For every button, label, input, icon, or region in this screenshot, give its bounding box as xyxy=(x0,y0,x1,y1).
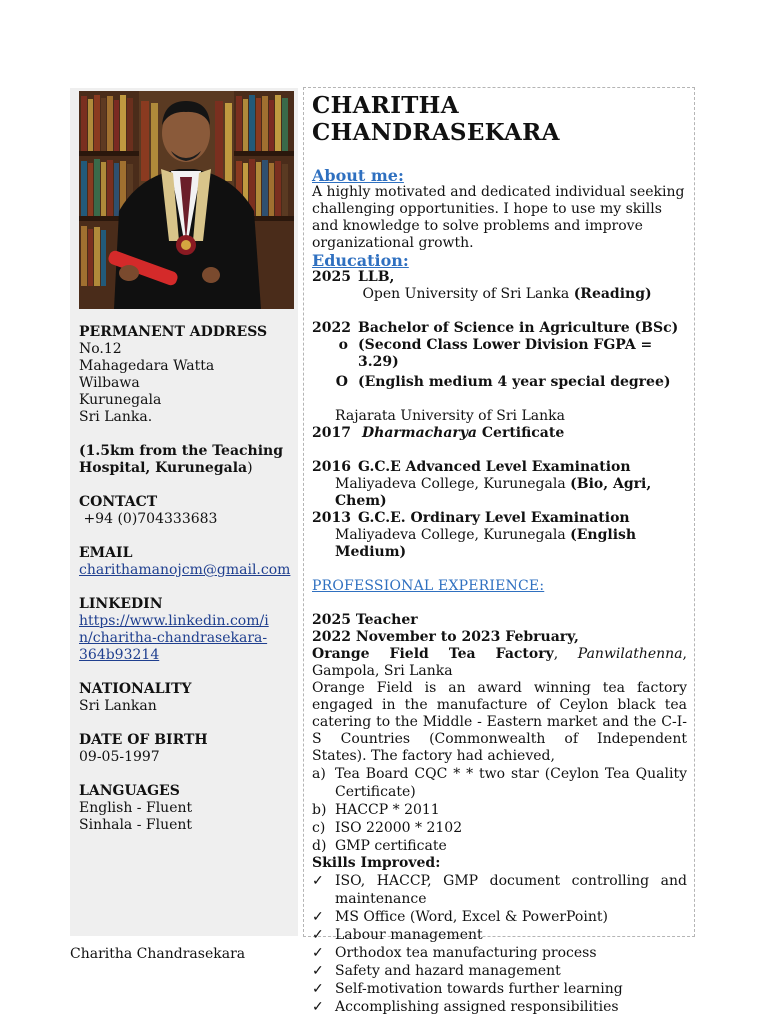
name-line-1: CHARITHA xyxy=(312,92,459,119)
contact-heading: CONTACT xyxy=(79,494,158,510)
education-dharmacharya xyxy=(312,425,687,442)
dharma-title-rest: Certificate xyxy=(477,425,565,441)
skill-item: ✓ Safety and hazard management xyxy=(312,963,561,979)
edu-year: 2022 xyxy=(312,320,351,336)
address-line: Mahagedara Watta xyxy=(79,358,215,374)
achievement-item: a) Tea Board CQC * * two star (Ceylon Tea Quality Certificate) xyxy=(312,766,687,800)
sidebar-content xyxy=(79,324,294,834)
linkedin-heading: LINKEDIN xyxy=(79,596,163,612)
page-footer: Charitha Chandrasekara xyxy=(70,946,246,962)
address-line: No.12 xyxy=(79,341,122,357)
linkedin-link[interactable]: https://www.linkedin.com/in/charitha-chandrasekara-364b93214 xyxy=(79,613,269,663)
skill-item: ✓ MS Office (Word, Excel & PowerPoint) xyxy=(312,909,608,925)
achievement-item: c) ISO 22000 * 2102 xyxy=(312,820,463,836)
nationality-value: Sri Lankan xyxy=(79,698,157,714)
check-icon: ✓ xyxy=(312,927,324,943)
teacher-line: 2025 Teacher xyxy=(312,612,418,628)
dob-heading: DATE OF BIRTH xyxy=(79,732,208,748)
dharma-title-italic: Dharmacharya xyxy=(362,425,478,441)
llb-status: (Reading) xyxy=(573,286,652,302)
about-heading: About me: xyxy=(312,166,404,185)
bsc-institution: Rajarata University of Sri Lanka xyxy=(335,408,565,424)
skills-heading: Skills Improved: xyxy=(312,855,441,871)
edu-year: 2017 xyxy=(312,425,351,441)
skill-item: ✓ Labour management xyxy=(312,927,483,943)
language-item: Sinhala - Fluent xyxy=(79,817,193,833)
profile-photo xyxy=(79,91,294,309)
experience-description: Orange Field is an award winning tea factory engaged in the manufacture of Ceylon black tea catering to the Middle - Eastern market and the C-I-S Countries (Commonwealth of Independent States). The factory had achieved, xyxy=(312,680,687,764)
ol-school-line: Maliyadeva College, Kurunegala (English Medium) xyxy=(335,527,637,560)
address-heading: PERMANENT ADDRESS xyxy=(79,324,268,340)
edu-year: 2016 xyxy=(312,459,351,475)
achievement-item: b) HACCP * 2011 xyxy=(312,802,440,818)
address-note xyxy=(79,443,294,477)
llb-inst: Open University of Sri Lanka xyxy=(358,286,574,302)
ol-title: G.C.E. Ordinary Level Examination xyxy=(358,510,630,526)
address-line: Sri Lanka. xyxy=(79,409,153,425)
bsc-title: Bachelor of Science in Agriculture (BSc) xyxy=(358,320,679,336)
email-link[interactable]: charithamanojcm@gmail.com xyxy=(79,562,291,578)
experience-period: 2022 November to 2023 February, xyxy=(312,629,579,645)
address-line: Kurunegala xyxy=(79,392,162,408)
contact-value: +94 (0)704333683 xyxy=(79,511,218,527)
check-icon: ✓ xyxy=(312,909,324,925)
edu-year: 2013 xyxy=(312,510,351,526)
education-llb xyxy=(312,269,687,303)
languages-heading: LANGUAGES xyxy=(79,783,180,799)
al-title: G.C.E Advanced Level Examination xyxy=(358,459,631,475)
education-ol xyxy=(312,510,687,527)
experience-heading: PROFESSIONAL EXPERIENCE: xyxy=(312,578,545,594)
check-icon: ✓ xyxy=(312,873,324,889)
experience-company-line: Orange Field Tea Factory, Panwilathenna, Gampola, Sri Lanka xyxy=(312,646,687,679)
language-item: English - Fluent xyxy=(79,800,193,816)
address-note-bold: (1.5km from the Teaching Hospital, Kurunegala xyxy=(79,443,283,476)
llb-title: LLB, xyxy=(358,269,395,285)
dob-value: 09-05-1997 xyxy=(79,749,160,765)
bsc-point: o (Second Class Lower Division FGPA = 3.29) xyxy=(338,337,653,370)
email-heading: EMAIL xyxy=(79,545,133,561)
about-text: A highly motivated and dedicated individual seeking challenging opportunities. I hope to use my skills and knowledge to solve problems and improve organizational growth. xyxy=(312,184,685,251)
skill-item: ✓ Accomplishing assigned responsibilities xyxy=(312,999,619,1015)
address-note-tail: ) xyxy=(247,460,253,476)
bsc-point: O (English medium 4 year special degree) xyxy=(335,374,671,390)
main-content xyxy=(312,92,687,1016)
al-school-line: Maliyadeva College, Kurunegala (Bio, Agri, Chem) xyxy=(335,476,652,509)
skill-item: ✓ Orthodox tea manufacturing process xyxy=(312,945,597,961)
edu-year: 2025 xyxy=(312,269,351,285)
name-line-2: CHANDRASEKARA xyxy=(312,119,560,146)
achievement-item: d) GMP certificate xyxy=(312,838,447,854)
education-al xyxy=(312,459,687,476)
check-icon: ✓ xyxy=(312,999,324,1015)
address-line: Wilbawa xyxy=(79,375,140,391)
education-bsc xyxy=(312,320,687,337)
education-heading: Education: xyxy=(312,251,409,270)
check-icon: ✓ xyxy=(312,981,324,997)
skill-item: ✓ Self-motivation towards further learning xyxy=(312,981,623,997)
check-icon: ✓ xyxy=(312,963,324,979)
check-icon: ✓ xyxy=(312,945,324,961)
skill-item: ✓ ISO, HACCP, GMP document controlling and maintenance xyxy=(312,873,687,907)
nationality-heading: NATIONALITY xyxy=(79,681,192,697)
